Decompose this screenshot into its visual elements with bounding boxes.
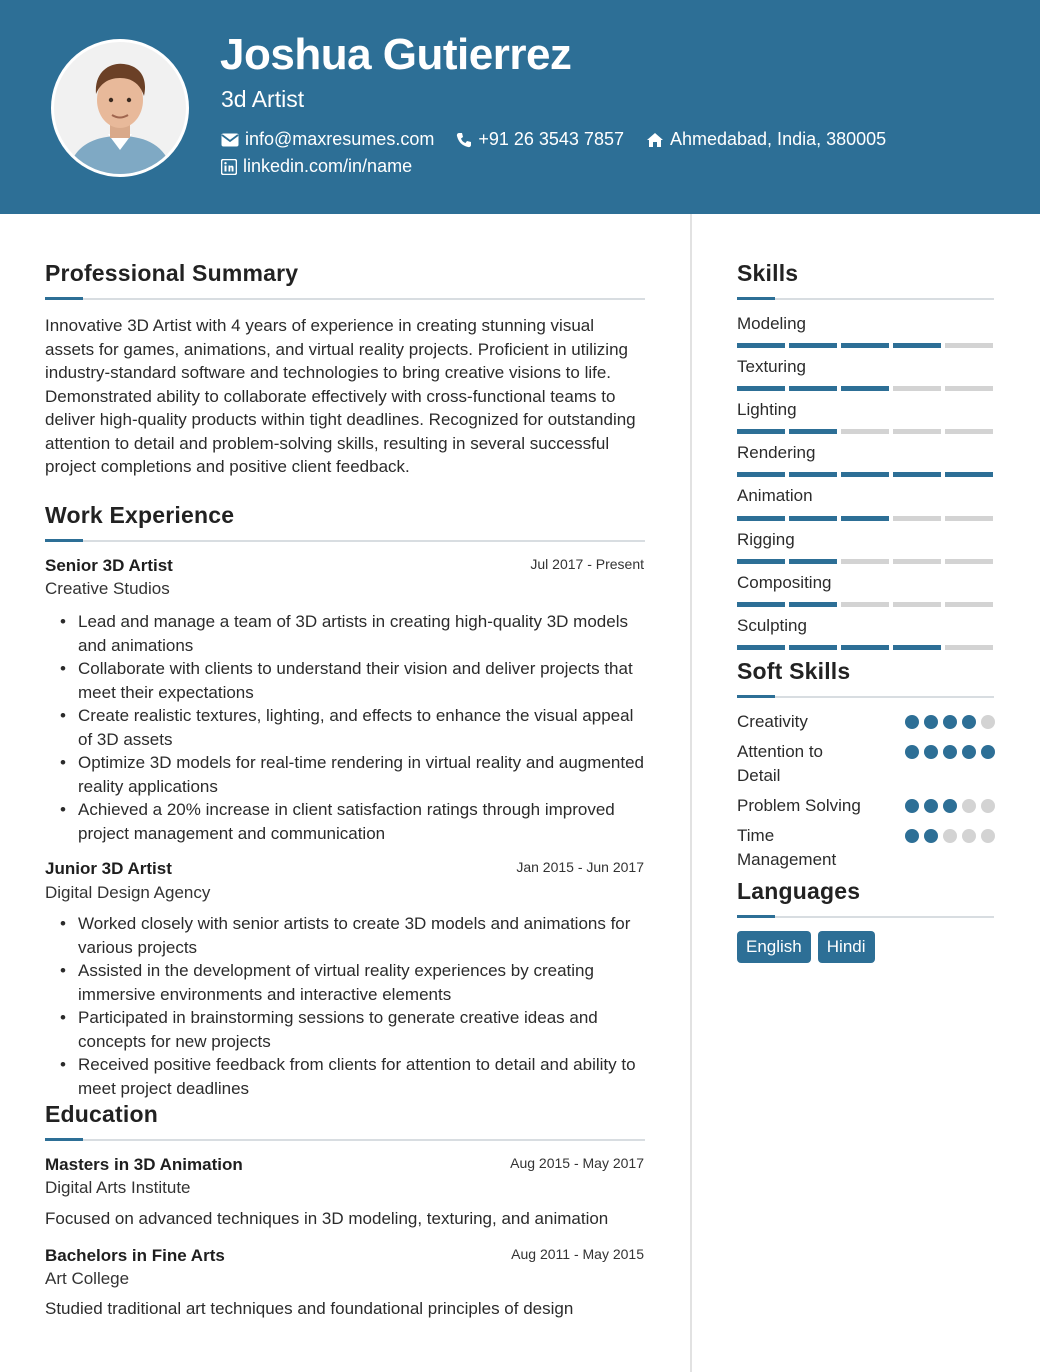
skill-bar-segment xyxy=(737,516,785,521)
skill-bar-segment xyxy=(893,602,941,607)
job-bullets xyxy=(60,912,650,1100)
degree-date: Aug 2015 - May 2017 xyxy=(510,1155,644,1171)
contact-location xyxy=(646,129,886,150)
rating-dot xyxy=(962,799,976,813)
list-item: • Create realistic textures, lighting, and effects to enhance the visual appeal of 3D assets xyxy=(60,704,650,751)
soft-skill-rating xyxy=(905,745,995,759)
skill-level-bar xyxy=(737,386,993,391)
rating-dot xyxy=(943,745,957,759)
skill-bar-segment xyxy=(789,602,837,607)
skill-bar-segment xyxy=(893,472,941,477)
skill-bar-segment xyxy=(945,343,993,348)
phone-icon xyxy=(456,132,472,148)
skill-bar-segment xyxy=(945,559,993,564)
skill-name: Rendering xyxy=(737,443,816,462)
skill-name: Rigging xyxy=(737,530,795,549)
phone-text: +91 26 3543 7857 xyxy=(478,129,624,149)
skill-bar-segment xyxy=(737,559,785,564)
linkedin-icon xyxy=(221,159,237,175)
skill-bar-segment xyxy=(841,645,889,650)
languages-divider xyxy=(737,916,994,918)
skill-bar-segment xyxy=(893,429,941,434)
contact-phone[interactable] xyxy=(456,129,624,150)
summary-text: Innovative 3D Artist with 4 years of experience in creating stunning visual assets for games, animations, and virtual reality projects. Proficient in utilizing industry-standard software and technologies to bring creative visions to life. Demonstrated ability to collaborate effectively with cross-functional teams to deliver high-quality products within tight deadlines. Recognized for outstanding attention to detail and problem-solving skills, resulting in several successful project completions and positive client feedback. xyxy=(45,316,636,476)
location-text: Ahmedabad, India, 380005 xyxy=(669,129,887,149)
candidate-name: Joshua Gutierrez xyxy=(220,30,572,79)
soft-skill-rating xyxy=(905,715,995,729)
language-tag: English xyxy=(737,931,811,963)
skill-bar-segment xyxy=(945,429,993,434)
skill-bar-segment xyxy=(737,343,785,348)
list-item: • Assisted in the development of virtual reality experiences by creating immersive environments and interactive elements xyxy=(60,959,650,1006)
list-item: • Achieved a 20% increase in client satisfaction ratings through improved project management and communication xyxy=(60,798,650,845)
summary-heading: Professional Summary xyxy=(45,260,299,286)
rating-dot xyxy=(981,745,995,759)
soft-skills-heading: Soft Skills xyxy=(737,658,851,684)
rating-dot xyxy=(943,829,957,843)
list-item: • Received positive feedback from clients for attention to detail and ability to meet project deadlines xyxy=(60,1053,650,1100)
experience-heading: Work Experience xyxy=(45,502,235,528)
job-company: Digital Design Agency xyxy=(45,883,211,902)
skill-name: Modeling xyxy=(737,314,806,333)
skill-bar-segment xyxy=(737,645,785,650)
skill-bar-segment xyxy=(893,386,941,391)
soft-skill-name: Problem Solving xyxy=(737,796,861,815)
rating-dot xyxy=(905,829,919,843)
skill-level-bar xyxy=(737,602,993,607)
email-text: info@maxresumes.com xyxy=(245,129,435,149)
skill-bar-segment xyxy=(841,516,889,521)
skill-bar-segment xyxy=(737,602,785,607)
skill-bar-segment xyxy=(841,472,889,477)
skill-bar-segment xyxy=(737,386,785,391)
rating-dot xyxy=(905,715,919,729)
education-heading: Education xyxy=(45,1101,158,1127)
experience-divider xyxy=(45,540,645,542)
skill-name: Texturing xyxy=(737,357,806,376)
skill-bar-segment xyxy=(945,516,993,521)
rating-dot xyxy=(981,829,995,843)
skill-bar-segment xyxy=(789,516,837,521)
list-item: • Worked closely with senior artists to create 3D models and animations for various projects xyxy=(60,912,650,959)
skill-bar-segment xyxy=(893,559,941,564)
soft-skill-name: Creativity xyxy=(737,712,808,731)
skill-bar-segment xyxy=(893,645,941,650)
rating-dot xyxy=(981,715,995,729)
skill-name: Animation xyxy=(737,486,813,505)
rating-dot xyxy=(981,799,995,813)
summary-divider xyxy=(45,298,645,300)
rating-dot xyxy=(943,715,957,729)
skill-bar-segment xyxy=(945,602,993,607)
list-item: • Participated in brainstorming sessions to generate creative ideas and concepts for new projects xyxy=(60,1006,650,1053)
job-title: Junior 3D Artist xyxy=(45,859,172,878)
home-icon xyxy=(646,132,664,148)
rating-dot xyxy=(905,799,919,813)
portrait-image xyxy=(54,42,186,174)
skill-level-bar xyxy=(737,645,993,650)
list-item: • Collaborate with clients to understand their vision and deliver projects that meet their expectations xyxy=(60,657,650,704)
language-tag: Hindi xyxy=(818,931,875,963)
skills-heading: Skills xyxy=(737,260,799,286)
languages-heading: Languages xyxy=(737,878,861,904)
skill-level-bar xyxy=(737,559,993,564)
list-item: • Lead and manage a team of 3D artists in creating high-quality 3D models and animations xyxy=(60,610,650,657)
skill-level-bar xyxy=(737,516,993,521)
job-company: Creative Studios xyxy=(45,579,170,598)
skill-bar-segment xyxy=(893,343,941,348)
skill-bar-segment xyxy=(841,386,889,391)
skill-name: Compositing xyxy=(737,573,832,592)
rating-dot xyxy=(962,715,976,729)
soft-skill-name: Time Management xyxy=(737,826,837,869)
skill-bar-segment xyxy=(789,386,837,391)
rating-dot xyxy=(924,799,938,813)
job-date: Jul 2017 - Present xyxy=(530,556,644,572)
rating-dot xyxy=(905,745,919,759)
list-item: • Optimize 3D models for real-time rendering in virtual reality and augmented reality applications xyxy=(60,751,650,798)
language-tags xyxy=(737,931,875,963)
skill-bar-segment xyxy=(893,516,941,521)
degree-title: Masters in 3D Animation xyxy=(45,1155,243,1174)
skill-bar-segment xyxy=(945,645,993,650)
skill-bar-segment xyxy=(841,429,889,434)
skill-level-bar xyxy=(737,429,993,434)
soft-skill-rating xyxy=(905,799,995,813)
rating-dot xyxy=(962,829,976,843)
rating-dot xyxy=(943,799,957,813)
skill-bar-segment xyxy=(945,472,993,477)
resume-header xyxy=(0,0,1040,214)
skill-name: Sculpting xyxy=(737,616,807,635)
degree-description: Focused on advanced techniques in 3D modeling, texturing, and animation xyxy=(45,1209,609,1228)
soft-skill-rating xyxy=(905,829,995,843)
skill-bar-segment xyxy=(841,343,889,348)
skill-bar-segment xyxy=(841,602,889,607)
linkedin-text: linkedin.com/in/name xyxy=(243,156,413,176)
degree-description: Studied traditional art techniques and foundational principles of design xyxy=(45,1299,574,1318)
skills-divider xyxy=(737,298,994,300)
skill-bar-segment xyxy=(945,386,993,391)
rating-dot xyxy=(924,715,938,729)
contact-row-primary xyxy=(221,129,908,150)
skill-bar-segment xyxy=(841,559,889,564)
job-date: Jan 2015 - Jun 2017 xyxy=(516,859,644,875)
skill-bar-segment xyxy=(789,429,837,434)
skill-bar-segment xyxy=(789,343,837,348)
contact-email[interactable] xyxy=(221,129,434,150)
school-name: Digital Arts Institute xyxy=(45,1178,191,1197)
job-title: Senior 3D Artist xyxy=(45,556,173,575)
skill-level-bar xyxy=(737,472,993,477)
soft-skill-name: Attention to Detail xyxy=(737,742,824,785)
rating-dot xyxy=(924,829,938,843)
profile-photo xyxy=(51,39,189,177)
degree-title: Bachelors in Fine Arts xyxy=(45,1246,225,1265)
soft-skills-divider xyxy=(737,696,994,698)
degree-date: Aug 2011 - May 2015 xyxy=(511,1246,644,1262)
school-name: Art College xyxy=(45,1269,130,1288)
skill-level-bar xyxy=(737,343,993,348)
skill-bar-segment xyxy=(789,472,837,477)
contact-linkedin[interactable] xyxy=(221,156,412,177)
skill-bar-segment xyxy=(789,645,837,650)
skill-name: Lighting xyxy=(737,400,797,419)
email-icon xyxy=(221,133,239,147)
rating-dot xyxy=(962,745,976,759)
job-bullets xyxy=(60,610,650,845)
skill-bar-segment xyxy=(737,429,785,434)
skill-bar-segment xyxy=(737,472,785,477)
candidate-role: 3d Artist xyxy=(221,86,305,112)
rating-dot xyxy=(924,745,938,759)
skill-bar-segment xyxy=(789,559,837,564)
education-divider xyxy=(45,1139,645,1141)
column-divider xyxy=(690,214,692,1372)
contact-row-secondary xyxy=(221,156,434,177)
